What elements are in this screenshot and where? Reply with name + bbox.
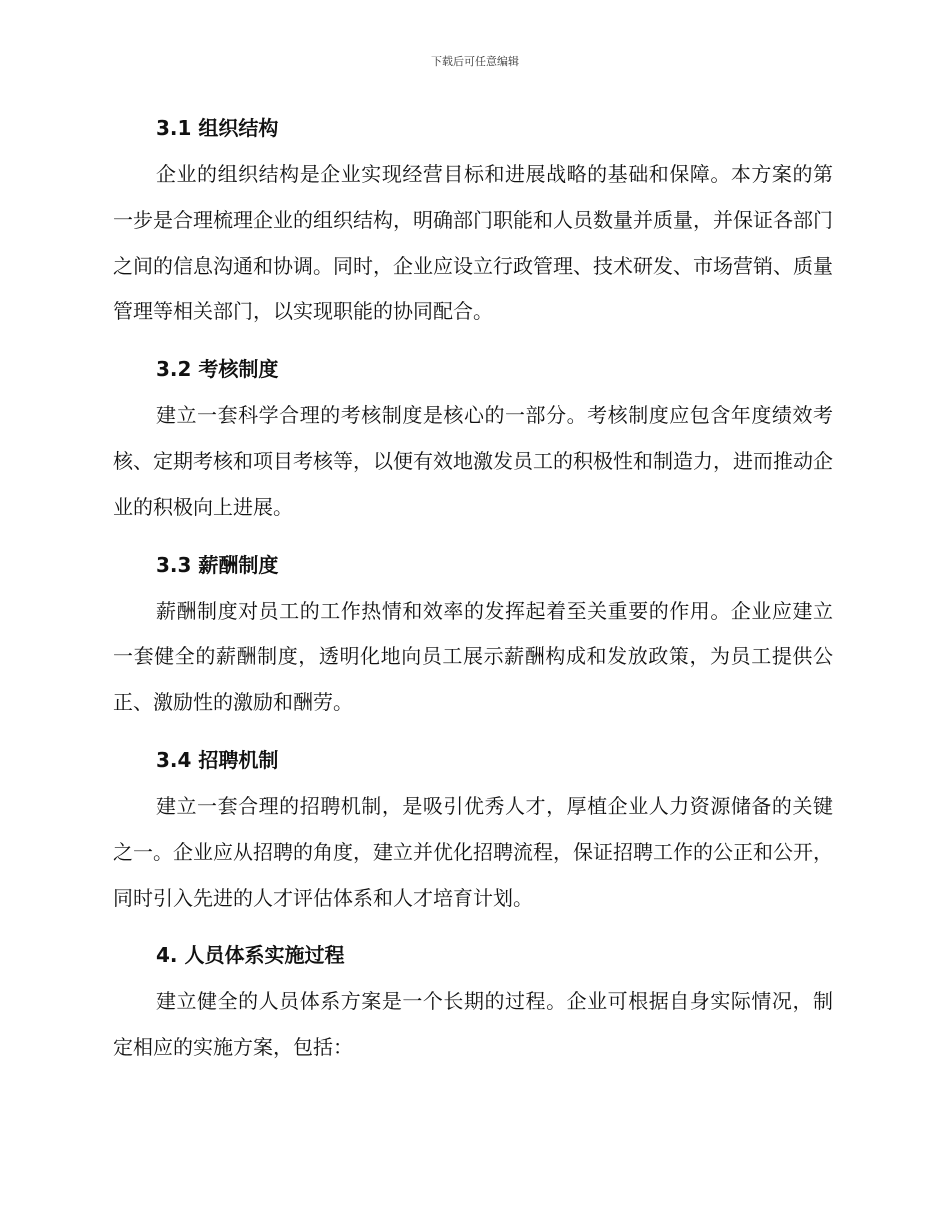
section-paragraph-3-2: 建立一套科学合理的考核制度是核心的一部分。考核制度应包含年度绩效考核、定期考核和项目考核等，以便有效地激发员工的积极性和制造力，进而推动企业的积极向上进展。	[113, 403, 833, 519]
section-paragraph-3-3: 薪酬制度对员工的工作热情和效率的发挥起着至关重要的作用。企业应建立一套健全的薪酬制度，透明化地向员工展示薪酬构成和发放政策，为员工提供公正、激励性的激励和酬劳。	[113, 598, 833, 715]
section-paragraph-3-4: 建立一套合理的招聘机制，是吸引优秀人才，厚植企业人力资源储备的关键之一。企业应从招聘的角度，建立并优化招聘流程，保证招聘工作的公正和公开，同时引入先进的人才评估体系和人才培育计划。	[113, 793, 833, 910]
header-note: 下载后可任意编辑	[431, 55, 519, 68]
section-heading-4: 4. 人员体系实施过程	[156, 943, 345, 968]
section-paragraph-3-1: 企业的组织结构是企业实现经营目标和进展战略的基础和保障。本方案的第一步是合理梳理企业的组织结构，明确部门职能和人员数量并质量，并保证各部门之间的信息沟通和协调。同时，企业应设立行政管理、技术研发、市场营销、质量管理等相关部门，以实现职能的协同配合。	[113, 162, 833, 324]
section-heading-3-1: 3.1 组织结构	[156, 116, 279, 140]
section-heading-3-4: 3.4 招聘机制	[156, 747, 279, 772]
section-heading-3-3: 3.3 薪酬制度	[156, 552, 279, 577]
section-paragraph-4: 建立健全的人员体系方案是一个长期的过程。企业可根据自身实际情况，制定相应的实施方案，包括：	[113, 989, 833, 1060]
section-heading-3-2: 3.2 考核制度	[156, 357, 279, 382]
document-body	[113, 104, 833, 1071]
